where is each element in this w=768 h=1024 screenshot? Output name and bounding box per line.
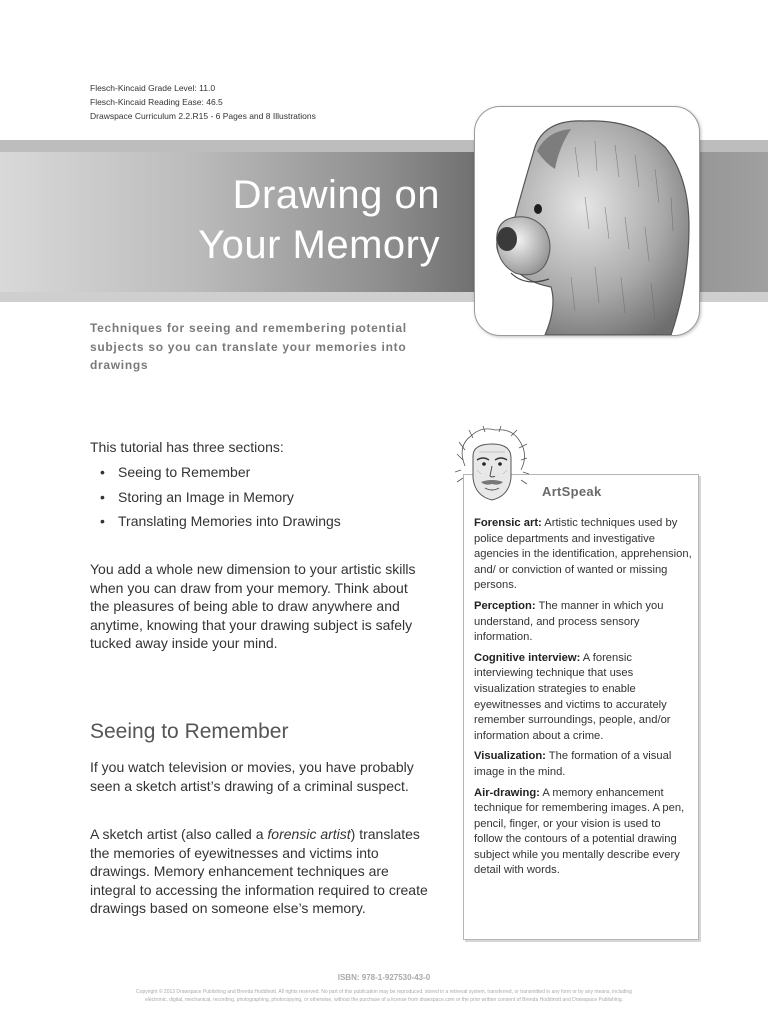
definition-term: Air-drawing: [474, 786, 540, 799]
definition-perception [474, 599, 692, 646]
section-heading: Seeing to Remember [90, 720, 289, 743]
definition-air-drawing [474, 786, 692, 880]
teddy-bear-illustration [474, 106, 700, 336]
page-subtitle: Techniques for seeing and remembering potential subjects so you can translate your memories into drawings [90, 321, 407, 372]
paragraph-sketch-artist: If you watch television or movies, you have probably seen a sketch artist’s drawing of a criminal suspect. [90, 759, 414, 794]
definition-forensic-art [474, 516, 692, 594]
title-line-2: Your Memory [198, 223, 440, 267]
isbn: ISBN: 978-1-927530-43-0 [337, 973, 431, 982]
definition-list [474, 516, 692, 884]
definition-text: A forensic interviewing technique that uses visualization strategies to enable eyewitnesses and victims to accurately remember surroundings, people, and/or information about a crime. [474, 651, 671, 742]
paragraph-text: ) translates the memories of eyewitnesses and victims into drawings. Memory enhancement techniques are integral to accessing the information required to create drawings based on someone else’s memory. [90, 826, 428, 916]
curriculum-info: Drawspace Curriculum 2.2.R15 - 6 Pages and 8 Illustrations [90, 111, 316, 121]
section-list [100, 463, 341, 537]
reading-ease: Flesch-Kincaid Reading Ease: 46.5 [90, 97, 223, 107]
intro-text: This tutorial has three sections: [90, 439, 284, 455]
definition-term: Visualization: [474, 750, 546, 763]
einstein-drawing [455, 426, 529, 506]
definition-term: Forensic art: [474, 517, 542, 529]
intro-paragraph: You add a whole new dimension to your artistic skills when you can draw from your memory. Think about the pleasures of being able to draw anywhere and anytime, knowing that your drawing subject is safely tucked away inside your mind. [90, 561, 416, 651]
document-metadata [90, 81, 316, 123]
definition-text: A memory enhancement technique for remembering images. A pen, pencil, finger, or your vision is used to follow the contours of a potential drawing subject while you mentally describe every detail with words. [474, 786, 685, 877]
italic-term: forensic artist [267, 826, 351, 842]
list-item-label: Seeing to Remember [118, 464, 251, 480]
definition-text: The formation of a visual image in the mind. [474, 750, 672, 778]
list-item-label: Translating Memories into Drawings [118, 513, 341, 529]
definition-visualization [474, 749, 692, 780]
list-item: • Seeing to Remember [100, 464, 251, 480]
definition-cognitive-interview [474, 651, 692, 745]
paragraph-text: A sketch artist (also called a [90, 826, 268, 842]
definition-term: Perception: [474, 599, 536, 612]
page-title [198, 170, 440, 270]
definition-term: Cognitive interview: [474, 651, 581, 664]
list-item: • Storing an Image in Memory [100, 488, 294, 505]
copyright-notice: Copyright © 2013 Drawspace Publishing and Brenda Hoddinott. All rights reserved. No part of this publication may be reproduced, stored in a retrieval system, transferred, or transmitted in any form or by any means, including electronic, digital, mechanical, recording, photographing, photocopying, or otherwise, without the purchase of a license from drawspace.com or the prior written consent of Brenda Hoddinott and Drawspace Publishing. [136, 989, 632, 1003]
paragraph-forensic-artist [90, 825, 430, 918]
list-item-label: Storing an Image in Memory [118, 488, 294, 505]
definition-text: Artistic techniques used by police departments and investigative agencies in the identification, apprehension, and/ or conviction of wanted or missing persons. [474, 517, 692, 592]
einstein-illustration [455, 426, 529, 506]
teddy-bear-drawing [475, 107, 699, 335]
sidebar-title: ArtSpeak [542, 484, 602, 499]
definition-text: The manner in which you understand, and process sensory information. [474, 599, 664, 644]
list-item: • Translating Memories into Drawings [100, 513, 341, 529]
grade-level: Flesch-Kincaid Grade Level: 11.0 [90, 83, 216, 93]
title-line-1: Drawing on [232, 173, 440, 217]
